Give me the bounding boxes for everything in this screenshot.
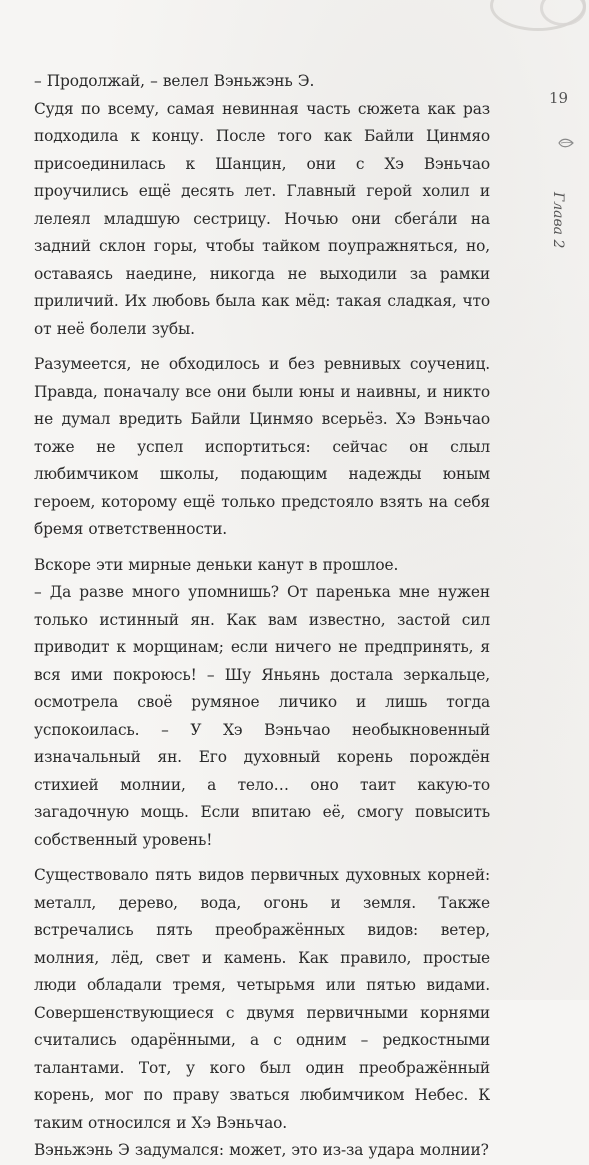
paragraph: – Да разве много упомнишь? От паренька мне нужен только истинный ян. Как вам известно, застой сил приводит к морщинам; если ничего не предпринять, я вся ими покроюсь! – Шу Яньянь достала зеркальце, осмотрела своё румяное личико и лишь тогда успокоилась. – У Хэ Вэньчао необыкновенный изначальный ян. Его духовный корень порождён стихией молнии, а тело… оно таит какую-то загадочную мощь. Если впитаю её, смогу повысить собственный уровень!	[34, 583, 490, 849]
page-number: 19	[549, 89, 569, 107]
paragraph: Разумеется, не обходилось и без ревнивых соучениц. Правда, поначалу все они были юны и наивны, и никто не думал вредить Байли Цинмяо всерьёз. Хэ Вэньчао тоже не успел испортиться: сейчас он слыл любимчиком школы, подающим надежды юным героем, которому ещё только предстояло взять на себя бремя ответственности.	[34, 355, 490, 538]
chapter-label: Глава 2	[550, 192, 566, 249]
paragraph: Вэньжэнь Э задумался: может, это из-за удара молнии?	[34, 1141, 489, 1159]
body-text	[34, 68, 490, 1165]
paragraph: Вскоре эти мирные деньки канут в прошлое.	[34, 555, 399, 574]
paragraph: Судя по всему, самая невинная часть сюжета как раз подходила к концу. После того как Байли Цинмяо присоединилась к Шанцин, они с Хэ Вэньчао проучились ещё десять лет. Главный герой холил и лелеял младшую сестрицу. Ночью они сбега́ли на задний склон горы, чтобы тайком поупражняться, но, оставаясь наедине, никогда не выходили за рамки приличий. Их любовь была как мёд: такая сладкая, что от неё болели зубы.	[34, 99, 490, 338]
leaf-ornament-icon	[558, 137, 574, 149]
paragraph: Существовало пять видов первичных духовных корней: металл, дерево, вода, огонь и земля. Также встречались пять преображённых видов: ветер, молния, лёд, свет и камень. Как правило, простые люди обладали тремя, четырьмя или пятью видами. Совершенствующиеся с двумя первичными корнями считались одарёнными, а с одним – редкостными талантами. Тот, у кого был один преображённый корень, мог по праву зваться любимчиком Небес. К таким относился и Хэ Вэньчао.	[34, 866, 490, 1132]
paragraph: – Продолжай, – велел Вэньжэнь Э.	[34, 72, 315, 90]
